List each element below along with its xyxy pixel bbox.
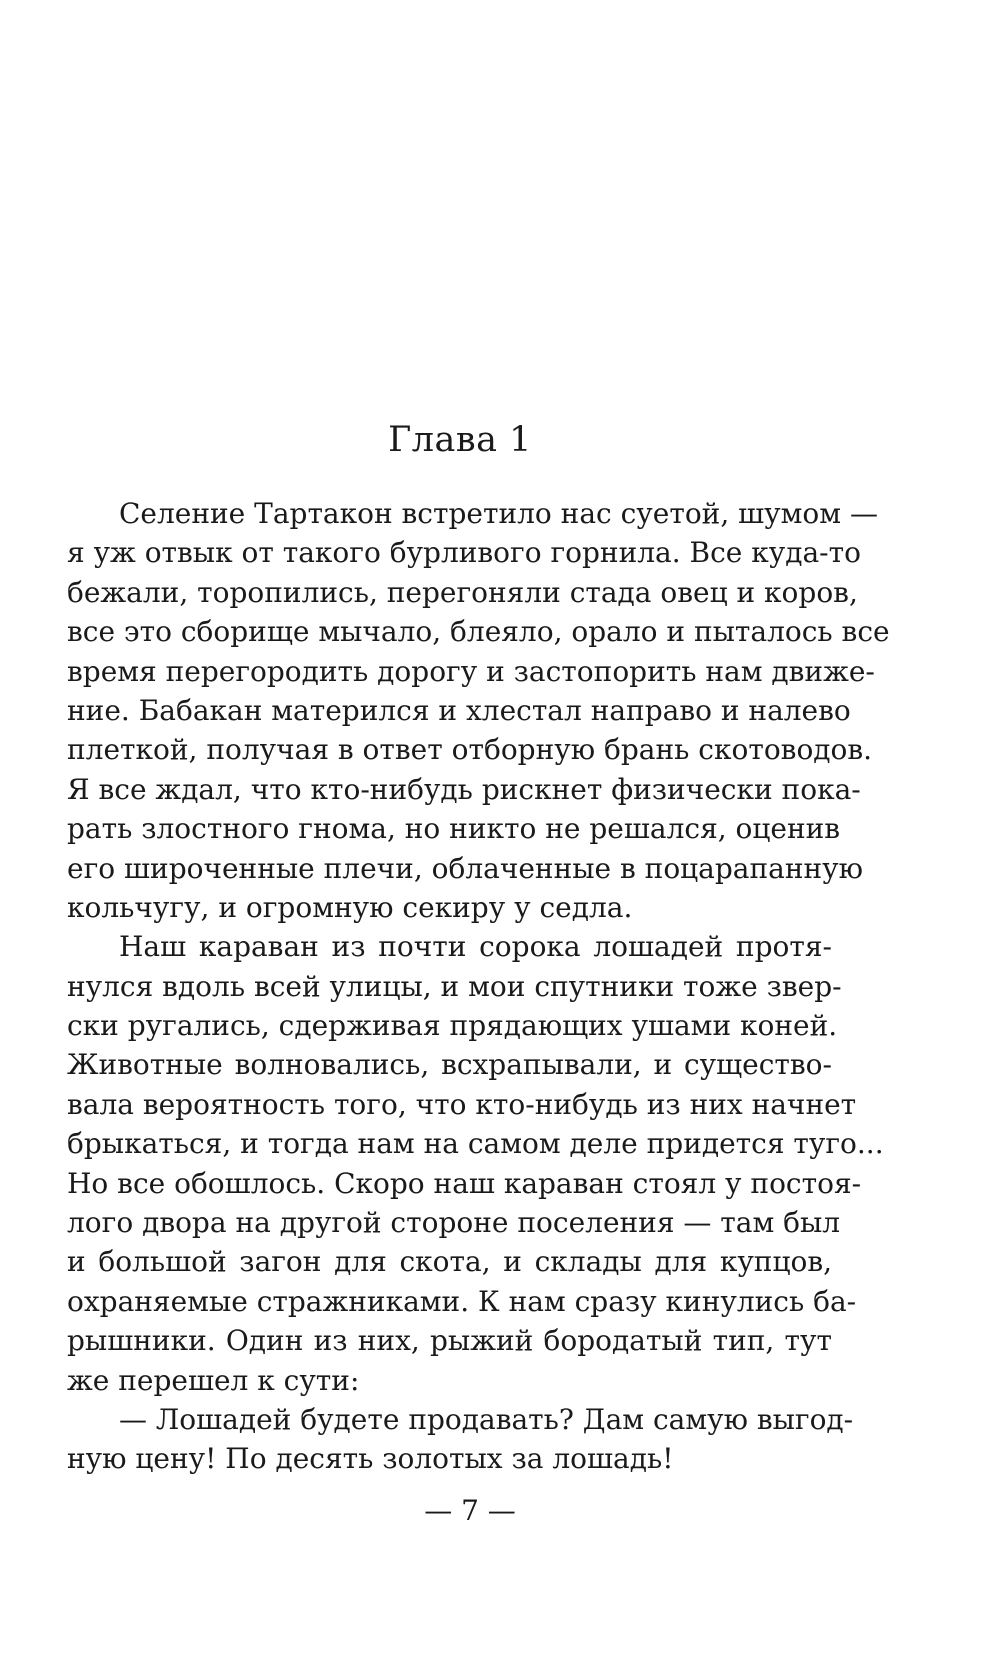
text-line: нулся вдоль всей улицы, и мои спутники тоже звер- xyxy=(67,969,842,1003)
text-line: охраняемые стражниками. К нам сразу кинулись ба- xyxy=(67,1284,857,1318)
page-number: — 7 — xyxy=(424,1494,516,1527)
paragraph-3 xyxy=(67,1400,854,1479)
text-line: я уж отвык от такого бурливого горнила. Все куда-то xyxy=(67,536,861,570)
text-line: рышники. Один из них, рыжий бородатый тип, тут xyxy=(67,1324,832,1358)
paragraph-2 xyxy=(67,927,884,1400)
body-text xyxy=(67,494,890,1479)
text-line: бежали, торопились, перегоняли стада овец и коров, xyxy=(67,575,858,609)
text-line: время перегородить дорогу и застопорить нам движе- xyxy=(67,654,875,688)
text-line: плеткой, получая в ответ отборную брань скотоводов. xyxy=(67,733,873,767)
paragraph-1 xyxy=(67,494,890,927)
text-line: рать злостного гнома, но никто не решался, оценив xyxy=(67,812,841,846)
text-line: Животные волновались, всхрапывали, и существо- xyxy=(67,1048,832,1082)
text-line: Селение Тартакон встретило нас суетой, шумом — xyxy=(119,497,878,530)
text-line: ние. Бабакан матерился и хлестал направо и налево xyxy=(67,693,851,727)
chapter-title: Глава 1 xyxy=(388,420,532,460)
text-line: ную цену! По десять золотых за лошадь! xyxy=(67,1442,674,1476)
text-line: лого двора на другой стороне поселения — там был xyxy=(67,1206,841,1240)
text-line: Наш караван из почти сорока лошадей протя- xyxy=(119,930,832,964)
text-line: его широченные плечи, облаченные в поцарапанную xyxy=(67,851,864,885)
text-line: Я все ждал, что кто-нибудь рискнет физически пока- xyxy=(67,772,861,806)
text-line: вала вероятность того, что кто-нибудь из них начнет xyxy=(67,1087,857,1121)
text-line: же перешел к сути: xyxy=(67,1363,360,1397)
text-line: кольчугу, и огромную секиру у седла. xyxy=(67,890,633,924)
text-line: ски ругались, сдерживая прядающих ушами коней. xyxy=(67,1009,838,1043)
text-line: Но все обошлось. Скоро наш караван стоял у постоя- xyxy=(67,1166,862,1200)
text-line: — Лошадей будете продавать? Дам самую выгод- xyxy=(119,1402,854,1436)
text-line: брыкаться, и тогда нам на самом деле придется туго... xyxy=(67,1127,884,1161)
text-line: все это сборище мычало, блеяло, орало и пыталось все xyxy=(67,615,890,649)
text-line: и большой загон для скота, и склады для купцов, xyxy=(67,1245,832,1279)
